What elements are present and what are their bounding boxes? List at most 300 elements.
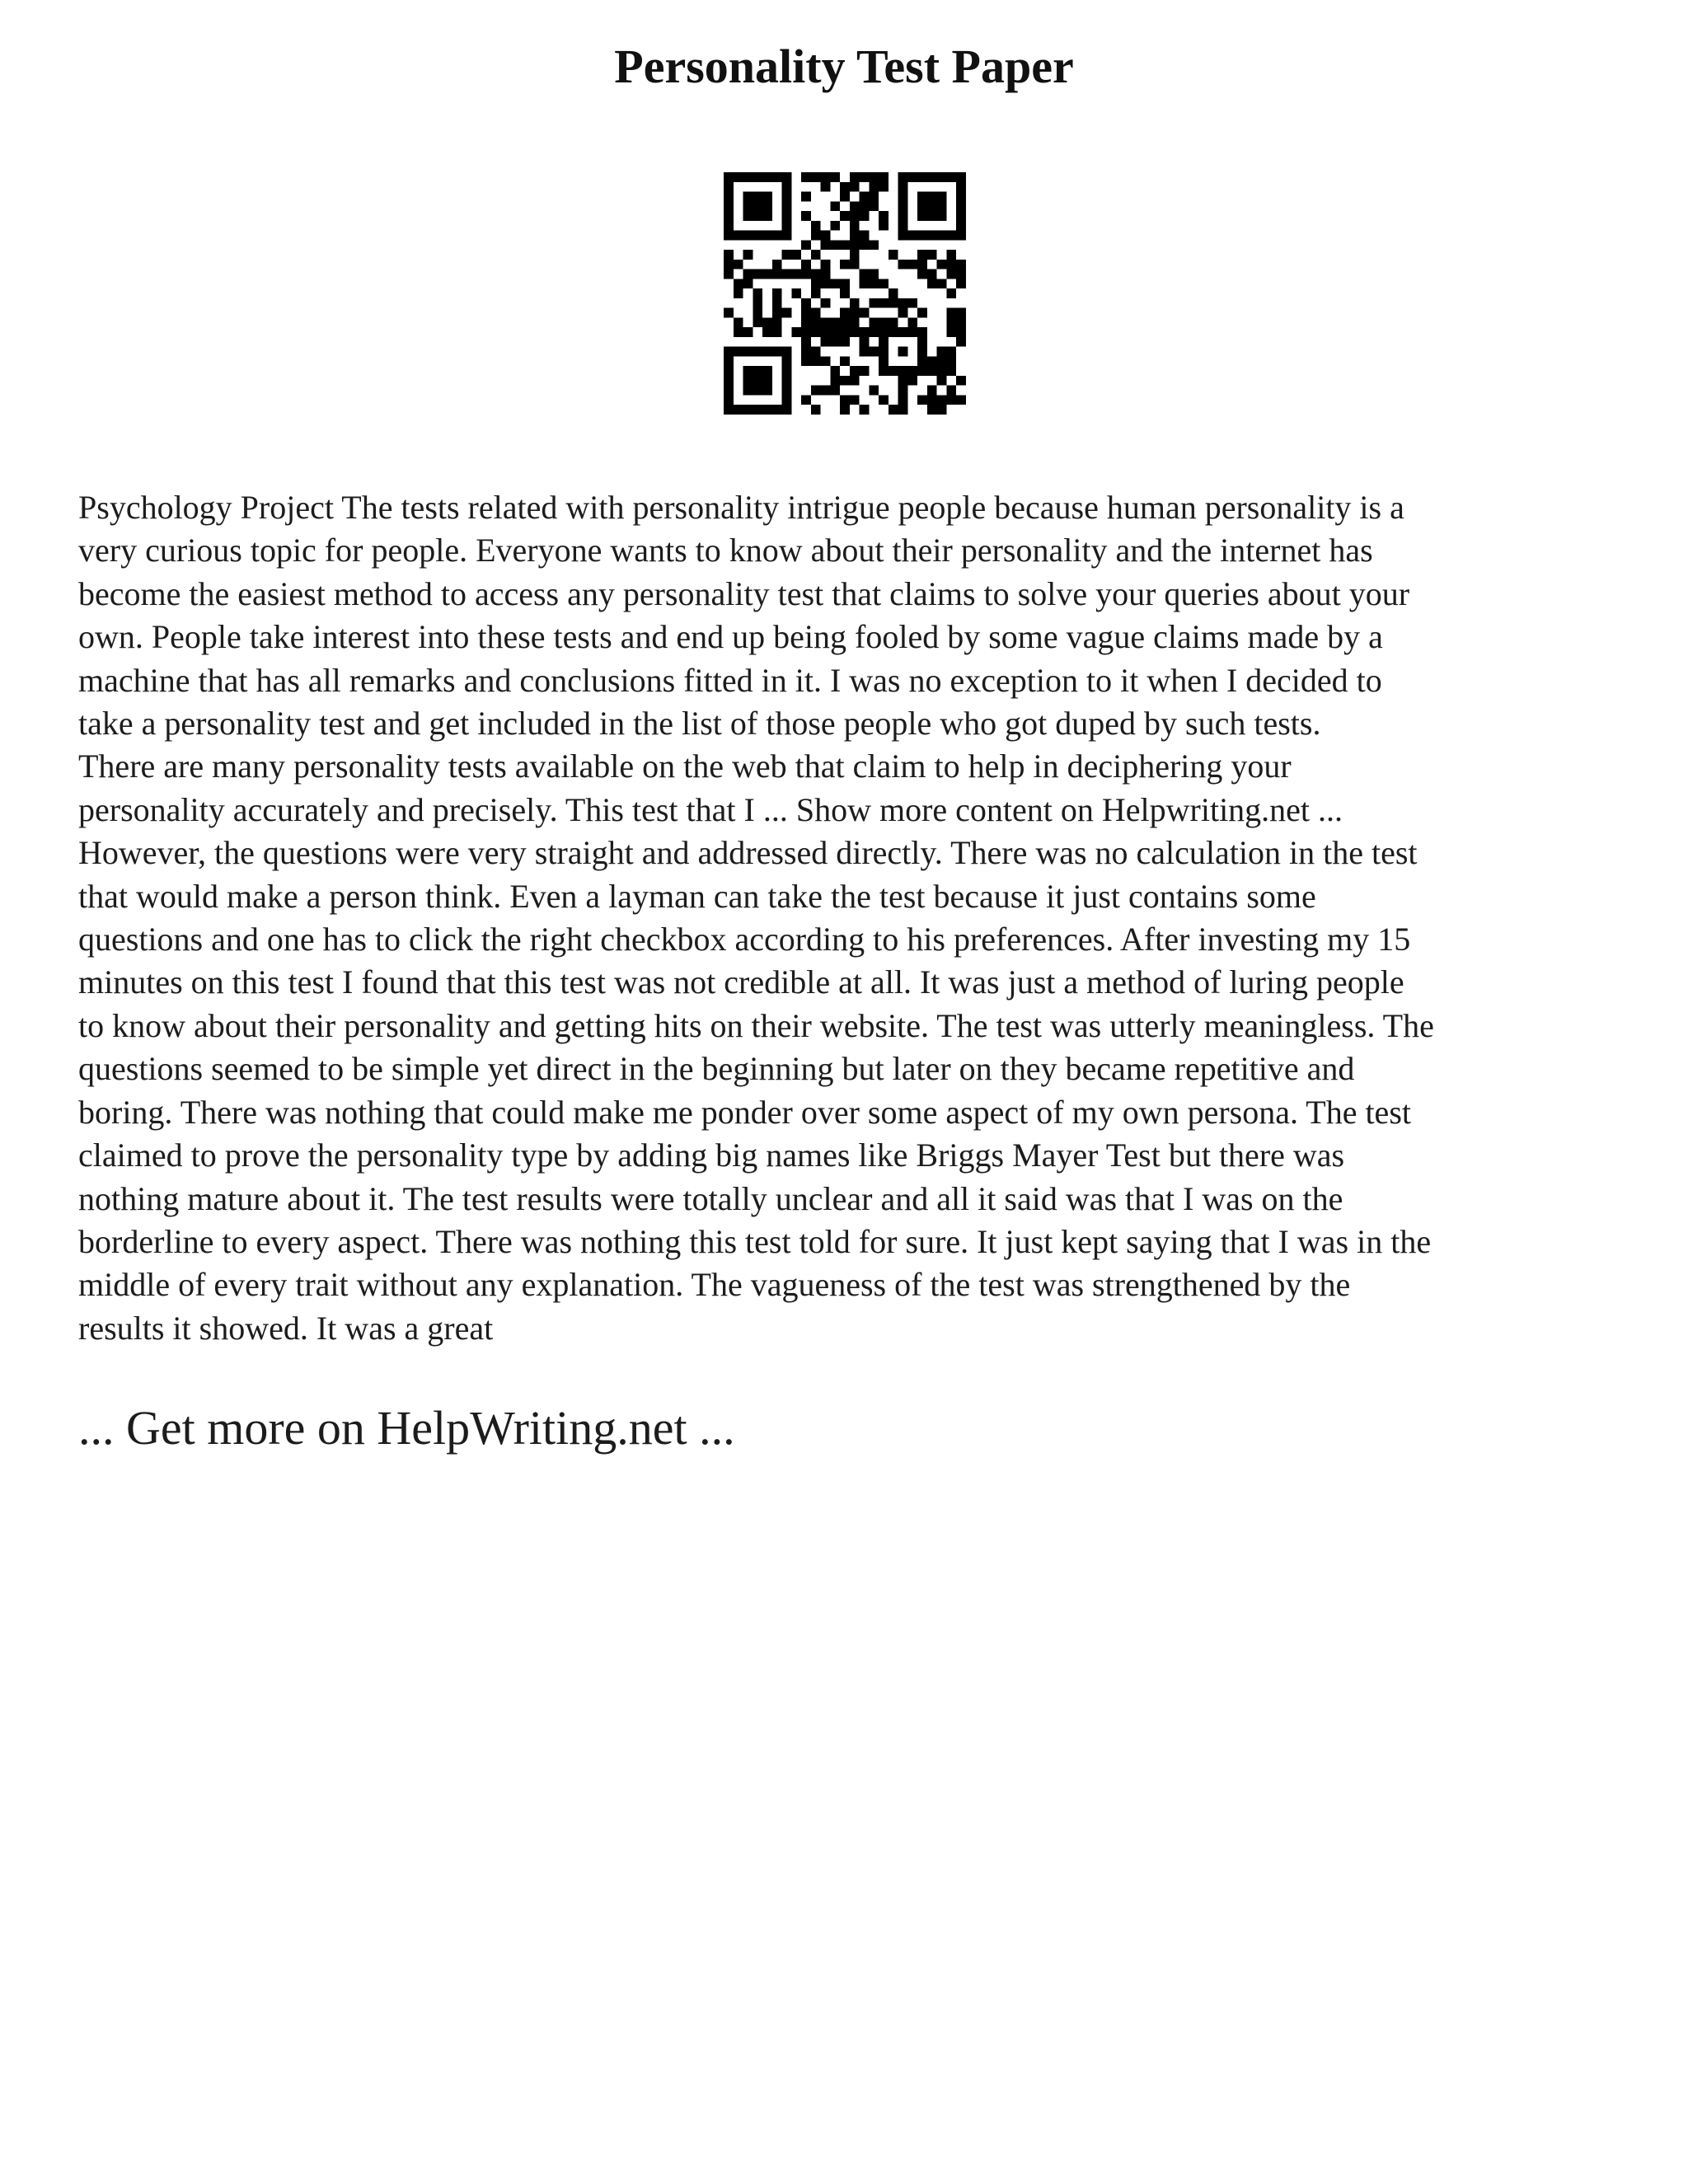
qr-module <box>734 231 743 241</box>
qr-module <box>724 201 734 211</box>
qr-module <box>772 327 782 337</box>
qr-module <box>937 356 947 366</box>
qr-module <box>850 182 860 192</box>
qr-module <box>907 317 917 327</box>
qr-module <box>753 347 762 357</box>
qr-module <box>889 288 898 298</box>
qr-module <box>811 356 821 366</box>
qr-module <box>724 347 734 357</box>
qr-module <box>724 260 734 269</box>
qr-module <box>850 250 860 260</box>
qr-module <box>956 308 966 318</box>
qr-module <box>782 250 792 260</box>
qr-module <box>772 288 782 298</box>
qr-module <box>772 231 782 241</box>
qr-module <box>772 347 782 357</box>
qr-module <box>869 298 879 308</box>
qr-module <box>782 182 792 192</box>
qr-module <box>840 260 850 269</box>
qr-module <box>898 366 908 376</box>
qr-module <box>898 211 908 221</box>
qr-module <box>956 260 966 269</box>
qr-module <box>946 395 956 405</box>
qr-module <box>753 231 762 241</box>
qr-module <box>821 298 831 308</box>
qr-module <box>860 327 870 337</box>
qr-module <box>937 366 947 376</box>
qr-module <box>734 260 743 269</box>
qr-module <box>889 250 898 260</box>
qr-module <box>782 356 792 366</box>
qr-module <box>724 376 734 386</box>
qr-module <box>782 376 792 386</box>
qr-module <box>898 221 908 231</box>
qr-module <box>801 395 811 405</box>
qr-module <box>869 317 879 327</box>
qr-module <box>917 231 927 241</box>
qr-module <box>782 172 792 182</box>
qr-module <box>927 269 937 279</box>
qr-module <box>840 405 850 415</box>
qr-module <box>762 269 772 279</box>
qr-module <box>879 327 889 337</box>
qr-module <box>850 376 860 386</box>
qr-module <box>791 288 801 298</box>
qr-module <box>762 211 772 221</box>
qr-module <box>811 172 821 182</box>
qr-module <box>840 182 850 192</box>
qr-module <box>946 356 956 366</box>
qr-module <box>724 386 734 396</box>
qr-module <box>937 395 947 405</box>
qr-module <box>743 231 753 241</box>
qr-module <box>830 337 840 347</box>
qr-module <box>724 356 734 366</box>
qr-module <box>946 231 956 241</box>
qr-module <box>898 182 908 192</box>
qr-code-graphic <box>724 172 966 415</box>
qr-module <box>743 172 753 182</box>
qr-module <box>811 231 821 241</box>
qr-module <box>850 172 860 182</box>
qr-module <box>753 376 762 386</box>
qr-module <box>907 260 917 269</box>
qr-module <box>821 231 831 241</box>
qr-module <box>830 317 840 327</box>
qr-module <box>946 347 956 357</box>
qr-module <box>762 201 772 211</box>
qr-module <box>821 269 831 279</box>
qr-module <box>946 288 956 298</box>
qr-module <box>917 395 927 405</box>
qr-module <box>762 366 772 376</box>
qr-module <box>762 172 772 182</box>
qr-module <box>946 386 956 396</box>
qr-module <box>743 327 753 337</box>
qr-module <box>791 327 801 337</box>
qr-code-icon <box>724 172 966 415</box>
qr-module <box>791 269 801 279</box>
qr-module <box>782 211 792 221</box>
qr-module <box>753 269 762 279</box>
get-more-link[interactable]: ... Get more on HelpWriting.net ... <box>78 1401 735 1455</box>
qr-module <box>927 386 937 396</box>
qr-module <box>743 279 753 288</box>
qr-module <box>801 317 811 327</box>
qr-module <box>937 231 947 241</box>
qr-module <box>830 172 840 182</box>
qr-module <box>937 279 947 288</box>
qr-module <box>782 347 792 357</box>
qr-module <box>917 366 927 376</box>
qr-module <box>782 201 792 211</box>
qr-module <box>956 211 966 221</box>
qr-module <box>889 405 898 415</box>
qr-module <box>772 405 782 415</box>
qr-module <box>811 221 821 231</box>
qr-module <box>927 405 937 415</box>
qr-module <box>937 347 947 357</box>
qr-module <box>869 182 879 192</box>
qr-module <box>811 327 821 337</box>
qr-module <box>830 240 840 250</box>
qr-module <box>889 366 898 376</box>
qr-module <box>869 386 879 396</box>
qr-module <box>907 366 917 376</box>
qr-module <box>956 327 966 337</box>
qr-module <box>898 231 908 241</box>
qr-module <box>869 269 879 279</box>
qr-module <box>879 366 889 376</box>
qr-module <box>898 386 908 396</box>
qr-module <box>927 279 937 288</box>
qr-module <box>879 337 889 347</box>
qr-module <box>860 308 870 318</box>
qr-module <box>811 288 821 298</box>
qr-module <box>743 211 753 221</box>
qr-module <box>937 192 947 202</box>
qr-module <box>830 327 840 337</box>
qr-module <box>869 279 879 288</box>
qr-module <box>840 395 850 405</box>
qr-module <box>801 240 811 250</box>
qr-module <box>811 269 821 279</box>
qr-module <box>734 405 743 415</box>
qr-module <box>860 192 870 202</box>
qr-module <box>821 260 831 269</box>
qr-module <box>830 376 840 386</box>
qr-module <box>743 386 753 396</box>
qr-module <box>811 347 821 357</box>
qr-module <box>907 298 917 308</box>
qr-module <box>937 405 947 415</box>
qr-module <box>840 211 850 221</box>
qr-module <box>811 405 821 415</box>
qr-module <box>869 240 879 250</box>
qr-module <box>782 366 792 376</box>
qr-module <box>811 279 821 288</box>
qr-module <box>840 376 850 386</box>
qr-module <box>762 327 772 337</box>
qr-module <box>724 250 734 260</box>
qr-module <box>956 269 966 279</box>
qr-module <box>879 356 889 366</box>
qr-module <box>850 221 860 231</box>
qr-module <box>907 172 917 182</box>
qr-module <box>850 308 860 318</box>
qr-module <box>860 172 870 182</box>
page-title: Personality Test Paper <box>614 40 1074 93</box>
qr-module <box>946 269 956 279</box>
qr-module <box>840 356 850 366</box>
qr-module <box>840 327 850 337</box>
qr-module <box>821 279 831 288</box>
qr-module <box>724 182 734 192</box>
qr-module <box>762 192 772 202</box>
qr-module <box>869 172 879 182</box>
qr-module <box>724 211 734 221</box>
qr-module <box>889 327 898 337</box>
qr-module <box>830 366 840 376</box>
qr-module <box>917 192 927 202</box>
qr-module <box>772 269 782 279</box>
qr-module <box>860 347 870 357</box>
qr-module <box>743 192 753 202</box>
qr-module <box>782 308 792 318</box>
qr-module <box>782 269 792 279</box>
qr-module <box>956 231 966 241</box>
qr-module <box>811 308 821 318</box>
qr-module <box>850 317 860 327</box>
qr-module <box>898 376 908 386</box>
qr-module <box>898 395 908 405</box>
qr-module <box>956 395 966 405</box>
qr-module <box>772 172 782 182</box>
qr-module <box>821 356 831 366</box>
qr-module <box>860 366 870 376</box>
qr-module <box>734 327 743 337</box>
qr-module <box>840 240 850 250</box>
qr-module <box>860 211 870 221</box>
qr-module <box>801 269 811 279</box>
qr-module <box>821 182 831 192</box>
qr-module <box>956 376 966 386</box>
qr-module <box>753 211 762 221</box>
qr-module <box>917 201 927 211</box>
qr-module <box>956 182 966 192</box>
qr-module <box>782 231 792 241</box>
qr-module <box>917 269 927 279</box>
qr-module <box>946 308 956 318</box>
qr-module <box>724 308 734 318</box>
qr-module <box>724 192 734 202</box>
qr-module <box>734 288 743 298</box>
qr-module <box>743 405 753 415</box>
qr-module <box>821 386 831 396</box>
qr-module <box>762 231 772 241</box>
qr-module <box>801 347 811 357</box>
qr-module <box>830 386 840 396</box>
qr-module <box>850 211 860 221</box>
qr-module <box>860 405 870 415</box>
qr-module <box>898 201 908 211</box>
qr-module <box>724 405 734 415</box>
qr-module <box>762 317 772 327</box>
qr-module <box>840 337 850 347</box>
qr-module <box>956 221 966 231</box>
qr-module <box>898 347 908 357</box>
qr-module <box>946 317 956 327</box>
qr-module <box>801 211 811 221</box>
qr-module <box>879 279 889 288</box>
qr-module <box>734 172 743 182</box>
qr-module <box>850 201 860 211</box>
qr-module <box>956 337 966 347</box>
qr-module <box>917 347 927 357</box>
qr-module <box>956 279 966 288</box>
qr-module <box>898 172 908 182</box>
qr-module <box>898 260 908 269</box>
qr-module <box>889 298 898 308</box>
qr-module <box>927 366 937 376</box>
qr-module <box>879 395 889 405</box>
qr-module <box>898 298 908 308</box>
qr-module <box>753 298 762 308</box>
qr-module <box>743 347 753 357</box>
qr-module <box>917 327 927 337</box>
qr-module <box>724 269 734 279</box>
qr-module <box>830 279 840 288</box>
qr-module <box>724 231 734 241</box>
qr-module <box>907 327 917 337</box>
qr-module <box>927 356 937 366</box>
qr-module <box>860 269 870 279</box>
qr-module <box>830 221 840 231</box>
qr-module <box>917 250 927 260</box>
qr-module <box>762 347 772 357</box>
qr-module <box>840 192 850 202</box>
qr-module <box>811 250 821 260</box>
qr-module <box>898 327 908 337</box>
qr-module <box>801 172 811 182</box>
qr-module <box>879 298 889 308</box>
qr-module <box>762 405 772 415</box>
qr-module <box>850 327 860 337</box>
qr-module <box>850 395 860 405</box>
qr-module <box>927 211 937 221</box>
qr-module <box>898 192 908 202</box>
qr-module <box>772 308 782 318</box>
qr-module <box>946 260 956 269</box>
qr-module <box>801 192 811 202</box>
qr-module <box>811 317 821 327</box>
qr-module <box>801 356 811 366</box>
qr-module <box>927 192 937 202</box>
qr-module <box>821 327 831 337</box>
qr-module <box>889 317 898 327</box>
qr-module <box>840 308 850 318</box>
qr-module <box>956 317 966 327</box>
qr-module <box>869 347 879 357</box>
qr-module <box>917 356 927 366</box>
qr-module <box>724 221 734 231</box>
qr-module <box>860 337 870 347</box>
qr-module <box>801 298 811 308</box>
qr-module <box>724 366 734 376</box>
qr-module <box>869 192 879 202</box>
qr-module <box>879 182 889 192</box>
qr-module <box>917 211 927 221</box>
qr-module <box>879 211 889 221</box>
qr-module <box>821 337 831 347</box>
qr-module <box>956 192 966 202</box>
qr-module <box>850 240 860 250</box>
qr-module <box>743 376 753 386</box>
qr-module <box>734 347 743 357</box>
qr-module <box>956 201 966 211</box>
qr-module <box>917 260 927 269</box>
qr-module <box>772 260 782 269</box>
qr-module <box>762 376 772 386</box>
qr-module <box>946 172 956 182</box>
qr-module <box>927 201 937 211</box>
qr-module <box>801 337 811 347</box>
qr-module <box>782 192 792 202</box>
qr-module <box>898 405 908 415</box>
qr-module <box>860 279 870 288</box>
qr-module <box>734 317 743 327</box>
qr-module <box>927 172 937 182</box>
qr-module <box>879 347 889 357</box>
qr-module <box>917 308 927 318</box>
qr-module <box>753 172 762 182</box>
qr-module <box>724 395 734 405</box>
qr-module <box>860 240 870 250</box>
qr-module <box>801 308 811 318</box>
qr-module <box>937 260 947 269</box>
qr-module <box>927 395 937 405</box>
qr-module <box>937 376 947 386</box>
qr-module <box>821 317 831 327</box>
qr-module <box>869 327 879 337</box>
qr-module <box>753 192 762 202</box>
qr-module <box>869 201 879 211</box>
qr-module <box>801 327 811 337</box>
qr-module <box>946 327 956 337</box>
qr-module <box>850 231 860 241</box>
qr-module <box>753 405 762 415</box>
qr-module <box>946 366 956 376</box>
qr-module <box>956 172 966 182</box>
qr-module <box>753 317 762 327</box>
qr-module <box>917 172 927 182</box>
qr-module <box>753 201 762 211</box>
qr-module <box>772 317 782 327</box>
qr-module <box>937 211 947 221</box>
qr-module <box>753 288 762 298</box>
qr-module <box>724 172 734 182</box>
qr-module <box>850 298 860 308</box>
qr-module <box>801 260 811 269</box>
qr-module <box>830 201 840 211</box>
qr-module <box>850 366 860 376</box>
qr-module <box>840 317 850 327</box>
qr-module <box>917 337 927 347</box>
body-paragraph: Psychology Project The tests related with personality intrigue people because human personality is a very curious topic for people. Everyone wants to know about their personality and the internet has become the easiest method to access any personality test that claims to solve your queries about your own. People take interest into these tests and end up being fooled by some vague claims made by a machine that has all remarks and conclusions fitted in it. I was no exception to it when I decided to take a personality test and get included in the list of those people who got duped by such tests. There are many personality tests available on the web that claim to help in deciphering your personality accurately and precisely. This test that I ... Show more content on Helpwriting.net ... However, the questions were very straight and addressed directly. There was no calculation in the test that would make a person think. Even a layman can take the test because it just contains some questions and one has to click the right checkbox according to his preferences. After investing my 15 minutes on this test I found that this test was not credible at all. It was just a method of luring people to know about their personality and getting hits on their website. The test was utterly meaningless. The questions seemed to be simple yet direct in the beginning but later on they became repetitive and boring. There was nothing that could make me ponder over some aspect of my own persona. The test claimed to prove the personality type by adding big names like Briggs Mayer Test but there was nothing mature about it. The test results were totally unclear and all it said was that I was on the borderline to every aspect. There was nothing this test told for sure. It just kept saying that I was in the middle of every trait without any explanation. The vagueness of the test was strengthened by the results it showed. It was a great <box>78 489 1434 1347</box>
qr-module <box>753 366 762 376</box>
qr-module <box>821 172 831 182</box>
qr-module <box>782 221 792 231</box>
